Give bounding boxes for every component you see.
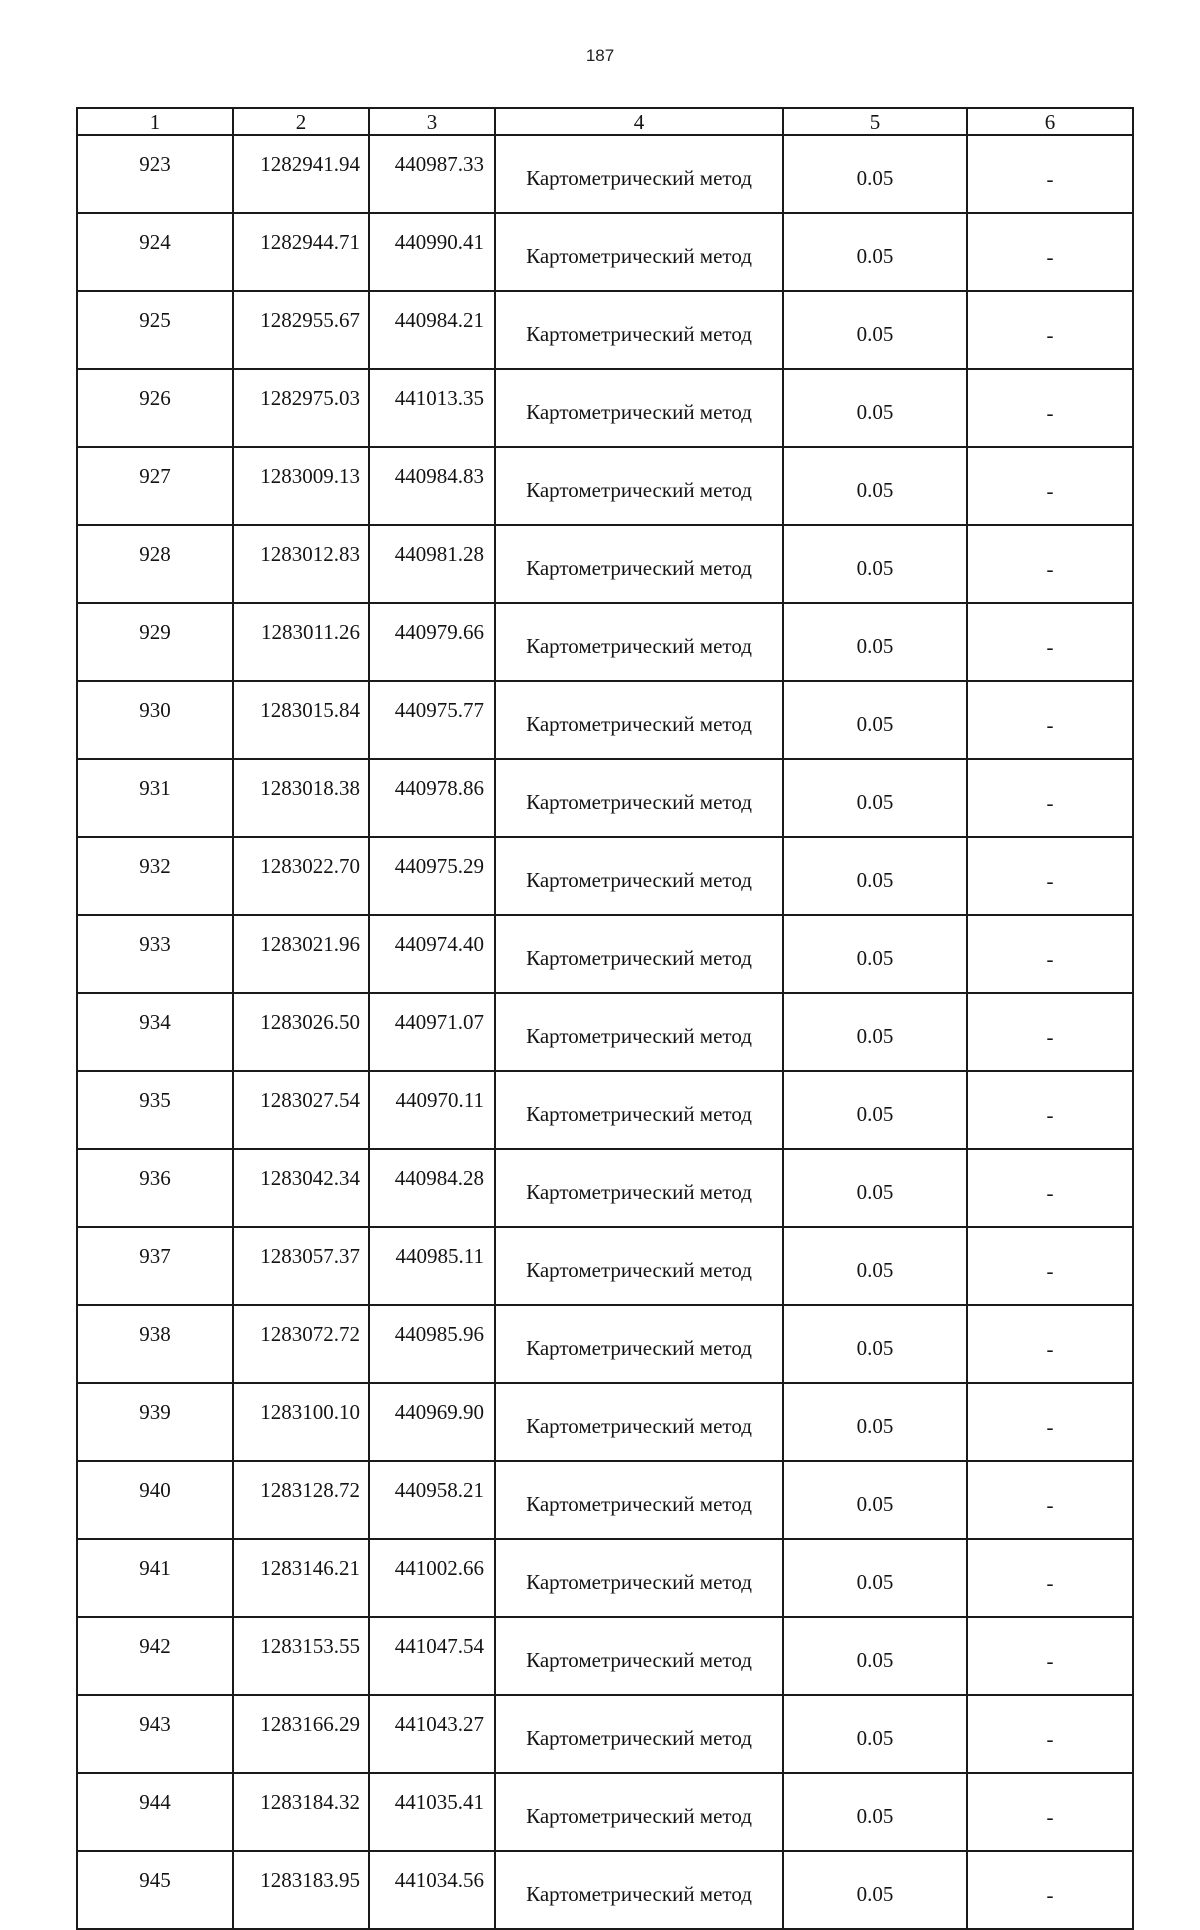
x-coordinate-cell: 1283027.54 (233, 1071, 369, 1149)
method-cell: Картометрический метод (495, 213, 783, 291)
header-col-5: 5 (783, 108, 967, 135)
header-col-6: 6 (967, 108, 1133, 135)
note-cell: - (967, 291, 1133, 369)
accuracy-cell: 0.05 (783, 1617, 967, 1695)
point-number-cell: 933 (77, 915, 233, 993)
y-coordinate-cell: 440985.11 (369, 1227, 495, 1305)
table-row (77, 1695, 1133, 1773)
note-cell: - (967, 1383, 1133, 1461)
y-coordinate-cell: 440958.21 (369, 1461, 495, 1539)
accuracy-cell: 0.05 (783, 1149, 967, 1227)
note-cell: - (967, 603, 1133, 681)
accuracy-cell: 0.05 (783, 291, 967, 369)
accuracy-cell: 0.05 (783, 1305, 967, 1383)
y-coordinate-cell: 440970.11 (369, 1071, 495, 1149)
table-row (77, 1305, 1133, 1383)
accuracy-cell: 0.05 (783, 213, 967, 291)
x-coordinate-cell: 1283021.96 (233, 915, 369, 993)
y-coordinate-cell: 440984.28 (369, 1149, 495, 1227)
y-coordinate-cell: 441043.27 (369, 1695, 495, 1773)
accuracy-cell: 0.05 (783, 759, 967, 837)
x-coordinate-cell: 1283166.29 (233, 1695, 369, 1773)
coordinates-table (76, 107, 1134, 1930)
x-coordinate-cell: 1283072.72 (233, 1305, 369, 1383)
y-coordinate-cell: 441013.35 (369, 369, 495, 447)
note-cell: - (967, 1773, 1133, 1851)
y-coordinate-cell: 440975.29 (369, 837, 495, 915)
y-coordinate-cell: 441002.66 (369, 1539, 495, 1617)
header-col-3: 3 (369, 108, 495, 135)
x-coordinate-cell: 1283012.83 (233, 525, 369, 603)
x-coordinate-cell: 1283184.32 (233, 1773, 369, 1851)
table-row (77, 213, 1133, 291)
point-number-cell: 927 (77, 447, 233, 525)
method-cell: Картометрический метод (495, 1305, 783, 1383)
header-col-2: 2 (233, 108, 369, 135)
table-row (77, 1617, 1133, 1695)
point-number-cell: 942 (77, 1617, 233, 1695)
accuracy-cell: 0.05 (783, 1461, 967, 1539)
note-cell: - (967, 1071, 1133, 1149)
note-cell: - (967, 993, 1133, 1071)
method-cell: Картометрический метод (495, 1227, 783, 1305)
header-col-4: 4 (495, 108, 783, 135)
point-number-cell: 924 (77, 213, 233, 291)
table-row (77, 1227, 1133, 1305)
point-number-cell: 923 (77, 135, 233, 213)
note-cell: - (967, 759, 1133, 837)
x-coordinate-cell: 1283183.95 (233, 1851, 369, 1929)
method-cell: Картометрический метод (495, 135, 783, 213)
table-row (77, 681, 1133, 759)
table-row (77, 603, 1133, 681)
y-coordinate-cell: 440969.90 (369, 1383, 495, 1461)
note-cell: - (967, 447, 1133, 525)
table-row (77, 135, 1133, 213)
point-number-cell: 943 (77, 1695, 233, 1773)
point-number-cell: 938 (77, 1305, 233, 1383)
accuracy-cell: 0.05 (783, 603, 967, 681)
accuracy-cell: 0.05 (783, 1851, 967, 1929)
table-row (77, 291, 1133, 369)
point-number-cell: 936 (77, 1149, 233, 1227)
x-coordinate-cell: 1283015.84 (233, 681, 369, 759)
method-cell: Картометрический метод (495, 1695, 783, 1773)
method-cell: Картометрический метод (495, 837, 783, 915)
method-cell: Картометрический метод (495, 1539, 783, 1617)
page-number: 187 (585, 46, 615, 65)
note-cell: - (967, 1851, 1133, 1929)
method-cell: Картометрический метод (495, 1071, 783, 1149)
table-row (77, 1539, 1133, 1617)
y-coordinate-cell: 440981.28 (369, 525, 495, 603)
y-coordinate-cell: 440985.96 (369, 1305, 495, 1383)
accuracy-cell: 0.05 (783, 1071, 967, 1149)
point-number-cell: 928 (77, 525, 233, 603)
method-cell: Картометрический метод (495, 1383, 783, 1461)
accuracy-cell: 0.05 (783, 369, 967, 447)
note-cell: - (967, 135, 1133, 213)
table-header (77, 108, 1133, 135)
y-coordinate-cell: 440984.21 (369, 291, 495, 369)
point-number-cell: 945 (77, 1851, 233, 1929)
x-coordinate-cell: 1283100.10 (233, 1383, 369, 1461)
table-row (77, 447, 1133, 525)
accuracy-cell: 0.05 (783, 1695, 967, 1773)
x-coordinate-cell: 1283011.26 (233, 603, 369, 681)
point-number-cell: 939 (77, 1383, 233, 1461)
method-cell: Картометрический метод (495, 1617, 783, 1695)
note-cell: - (967, 1227, 1133, 1305)
y-coordinate-cell: 440990.41 (369, 213, 495, 291)
table-row (77, 369, 1133, 447)
note-cell: - (967, 213, 1133, 291)
method-cell: Картометрический метод (495, 369, 783, 447)
note-cell: - (967, 1539, 1133, 1617)
note-cell: - (967, 681, 1133, 759)
method-cell: Картометрический метод (495, 447, 783, 525)
y-coordinate-cell: 441047.54 (369, 1617, 495, 1695)
table-row (77, 1773, 1133, 1851)
x-coordinate-cell: 1283018.38 (233, 759, 369, 837)
note-cell: - (967, 1461, 1133, 1539)
x-coordinate-cell: 1282975.03 (233, 369, 369, 447)
table-row (77, 1461, 1133, 1539)
x-coordinate-cell: 1283022.70 (233, 837, 369, 915)
point-number-cell: 941 (77, 1539, 233, 1617)
accuracy-cell: 0.05 (783, 1539, 967, 1617)
point-number-cell: 930 (77, 681, 233, 759)
y-coordinate-cell: 440975.77 (369, 681, 495, 759)
y-coordinate-cell: 441035.41 (369, 1773, 495, 1851)
point-number-cell: 940 (77, 1461, 233, 1539)
y-coordinate-cell: 440971.07 (369, 993, 495, 1071)
table-row (77, 1071, 1133, 1149)
method-cell: Картометрический метод (495, 681, 783, 759)
x-coordinate-cell: 1283057.37 (233, 1227, 369, 1305)
x-coordinate-cell: 1282955.67 (233, 291, 369, 369)
x-coordinate-cell: 1283026.50 (233, 993, 369, 1071)
note-cell: - (967, 369, 1133, 447)
x-coordinate-cell: 1283146.21 (233, 1539, 369, 1617)
table-row (77, 759, 1133, 837)
note-cell: - (967, 1305, 1133, 1383)
method-cell: Картометрический метод (495, 759, 783, 837)
header-row (77, 108, 1133, 135)
table-row (77, 993, 1133, 1071)
note-cell: - (967, 915, 1133, 993)
point-number-cell: 944 (77, 1773, 233, 1851)
accuracy-cell: 0.05 (783, 525, 967, 603)
point-number-cell: 926 (77, 369, 233, 447)
accuracy-cell: 0.05 (783, 1773, 967, 1851)
header-col-1: 1 (77, 108, 233, 135)
accuracy-cell: 0.05 (783, 1383, 967, 1461)
method-cell: Картометрический метод (495, 525, 783, 603)
y-coordinate-cell: 440979.66 (369, 603, 495, 681)
y-coordinate-cell: 441034.56 (369, 1851, 495, 1929)
method-cell: Картометрический метод (495, 1773, 783, 1851)
note-cell: - (967, 525, 1133, 603)
table-row (77, 1851, 1133, 1929)
accuracy-cell: 0.05 (783, 135, 967, 213)
x-coordinate-cell: 1282941.94 (233, 135, 369, 213)
method-cell: Картометрический метод (495, 993, 783, 1071)
x-coordinate-cell: 1283153.55 (233, 1617, 369, 1695)
x-coordinate-cell: 1283042.34 (233, 1149, 369, 1227)
accuracy-cell: 0.05 (783, 837, 967, 915)
accuracy-cell: 0.05 (783, 1227, 967, 1305)
x-coordinate-cell: 1283009.13 (233, 447, 369, 525)
y-coordinate-cell: 440978.86 (369, 759, 495, 837)
point-number-cell: 937 (77, 1227, 233, 1305)
x-coordinate-cell: 1283128.72 (233, 1461, 369, 1539)
y-coordinate-cell: 440987.33 (369, 135, 495, 213)
point-number-cell: 931 (77, 759, 233, 837)
point-number-cell: 935 (77, 1071, 233, 1149)
table-row (77, 915, 1133, 993)
accuracy-cell: 0.05 (783, 681, 967, 759)
method-cell: Картометрический метод (495, 1851, 783, 1929)
accuracy-cell: 0.05 (783, 447, 967, 525)
method-cell: Картометрический метод (495, 915, 783, 993)
y-coordinate-cell: 440984.83 (369, 447, 495, 525)
accuracy-cell: 0.05 (783, 993, 967, 1071)
note-cell: - (967, 1149, 1133, 1227)
table-row (77, 525, 1133, 603)
note-cell: - (967, 1617, 1133, 1695)
note-cell: - (967, 837, 1133, 915)
table-row (77, 1149, 1133, 1227)
x-coordinate-cell: 1282944.71 (233, 213, 369, 291)
method-cell: Картометрический метод (495, 603, 783, 681)
table-body (77, 135, 1133, 1929)
method-cell: Картометрический метод (495, 1461, 783, 1539)
method-cell: Картометрический метод (495, 1149, 783, 1227)
point-number-cell: 929 (77, 603, 233, 681)
accuracy-cell: 0.05 (783, 915, 967, 993)
point-number-cell: 932 (77, 837, 233, 915)
y-coordinate-cell: 440974.40 (369, 915, 495, 993)
table-row (77, 837, 1133, 915)
point-number-cell: 925 (77, 291, 233, 369)
method-cell: Картометрический метод (495, 291, 783, 369)
point-number-cell: 934 (77, 993, 233, 1071)
table-row (77, 1383, 1133, 1461)
note-cell: - (967, 1695, 1133, 1773)
